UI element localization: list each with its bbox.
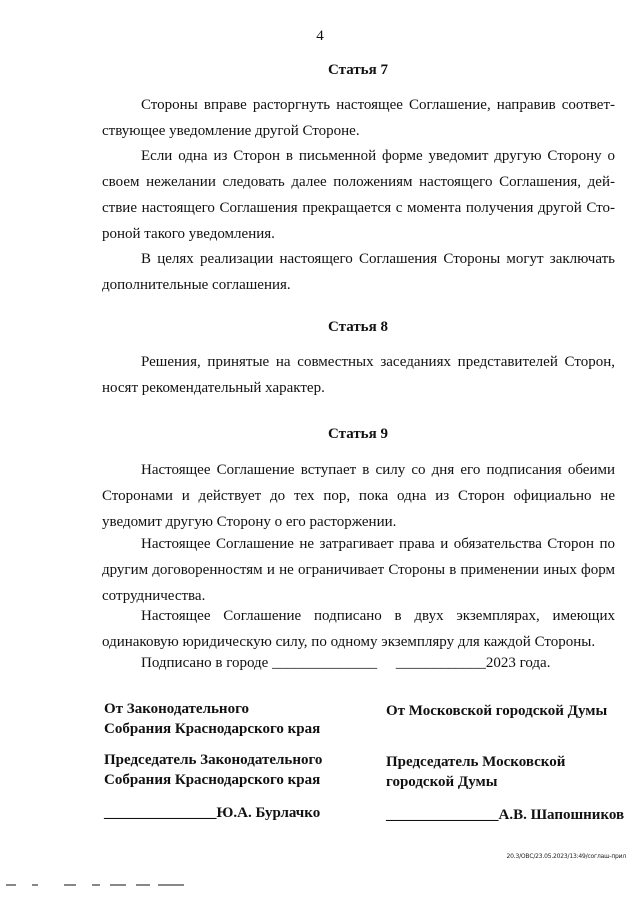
article-8-heading: Статья 8	[328, 319, 388, 335]
scan-mark	[158, 884, 184, 886]
article-9-paragraph-2: Настоящее Соглашение не затрагивает права и обязательства Сторон по другим договоренностям и не ограничивает Стороны в применении иных форм сотрудничества.	[102, 536, 615, 604]
signed-place-date: Подписано в городе ______________ ____________2023 года.	[141, 655, 551, 671]
scan-mark	[92, 884, 100, 886]
article-9-paragraph-3: Настоящее Соглашение подписано в двух экземплярах, имеющих одинаковую юридическую силу, по одному экземпляру для каждой Стороны.	[102, 608, 615, 650]
left-party-signature-line: _______________Ю.А. Бурлачко	[104, 805, 321, 821]
scan-edge-artifacts	[0, 884, 640, 888]
article-7-paragraph-2: Если одна из Сторон в письменной форме уведомит другую Сторону о своем нежелании следовать далее положениям настоящего Соглашения, действие настоящего Соглашения прекращается с момента получения другой Стороной такого уведомления.	[102, 148, 615, 242]
article-7-paragraph-1: Стороны вправе расторгнуть настоящее Соглашение, направив соответствующее уведомление другой Стороне.	[102, 97, 615, 139]
right-party-org-line-1: От Московской городской Думы	[386, 703, 608, 719]
scan-mark	[136, 884, 150, 886]
article-7-paragraph-3: В целях реализации настоящего Соглашения Стороны могут заключать дополнительные соглашения.	[102, 251, 615, 293]
left-party-org-line-1: От Законодательного	[104, 701, 250, 717]
article-9-heading: Статья 9	[328, 426, 388, 442]
article-9-paragraph-1: Настоящее Соглашение вступает в силу со дня его подписания обеими Сторонами и действует до тех пор, пока одна из Сторон официально не уведомит другую Сторону о его расторжении.	[102, 462, 615, 530]
scan-mark	[110, 884, 126, 886]
left-party-title-line-2: Собрания Краснодарского края	[104, 772, 321, 788]
article-8-paragraph-1: Решения, принятые на совместных заседаниях представителей Сторон, носят рекомендательный характер.	[102, 354, 615, 396]
left-party-org-line-2: Собрания Краснодарского края	[104, 721, 321, 737]
scan-mark	[6, 884, 16, 886]
right-party-signature-line: _______________А.В. Шапошников	[386, 807, 625, 823]
article-7-heading: Статья 7	[328, 62, 388, 78]
right-party-title-line-1: Председатель Московской	[386, 754, 566, 770]
right-party-title-line-2: городской Думы	[386, 774, 498, 790]
scan-mark	[32, 884, 38, 886]
document-footer-code: 20.3/ОВС/23.05.2023/13:49/соглаш-прил	[506, 853, 626, 860]
left-party-title-line-1: Председатель Законодательного	[104, 752, 323, 768]
page-number: 4	[316, 28, 324, 44]
scan-mark	[64, 884, 76, 886]
